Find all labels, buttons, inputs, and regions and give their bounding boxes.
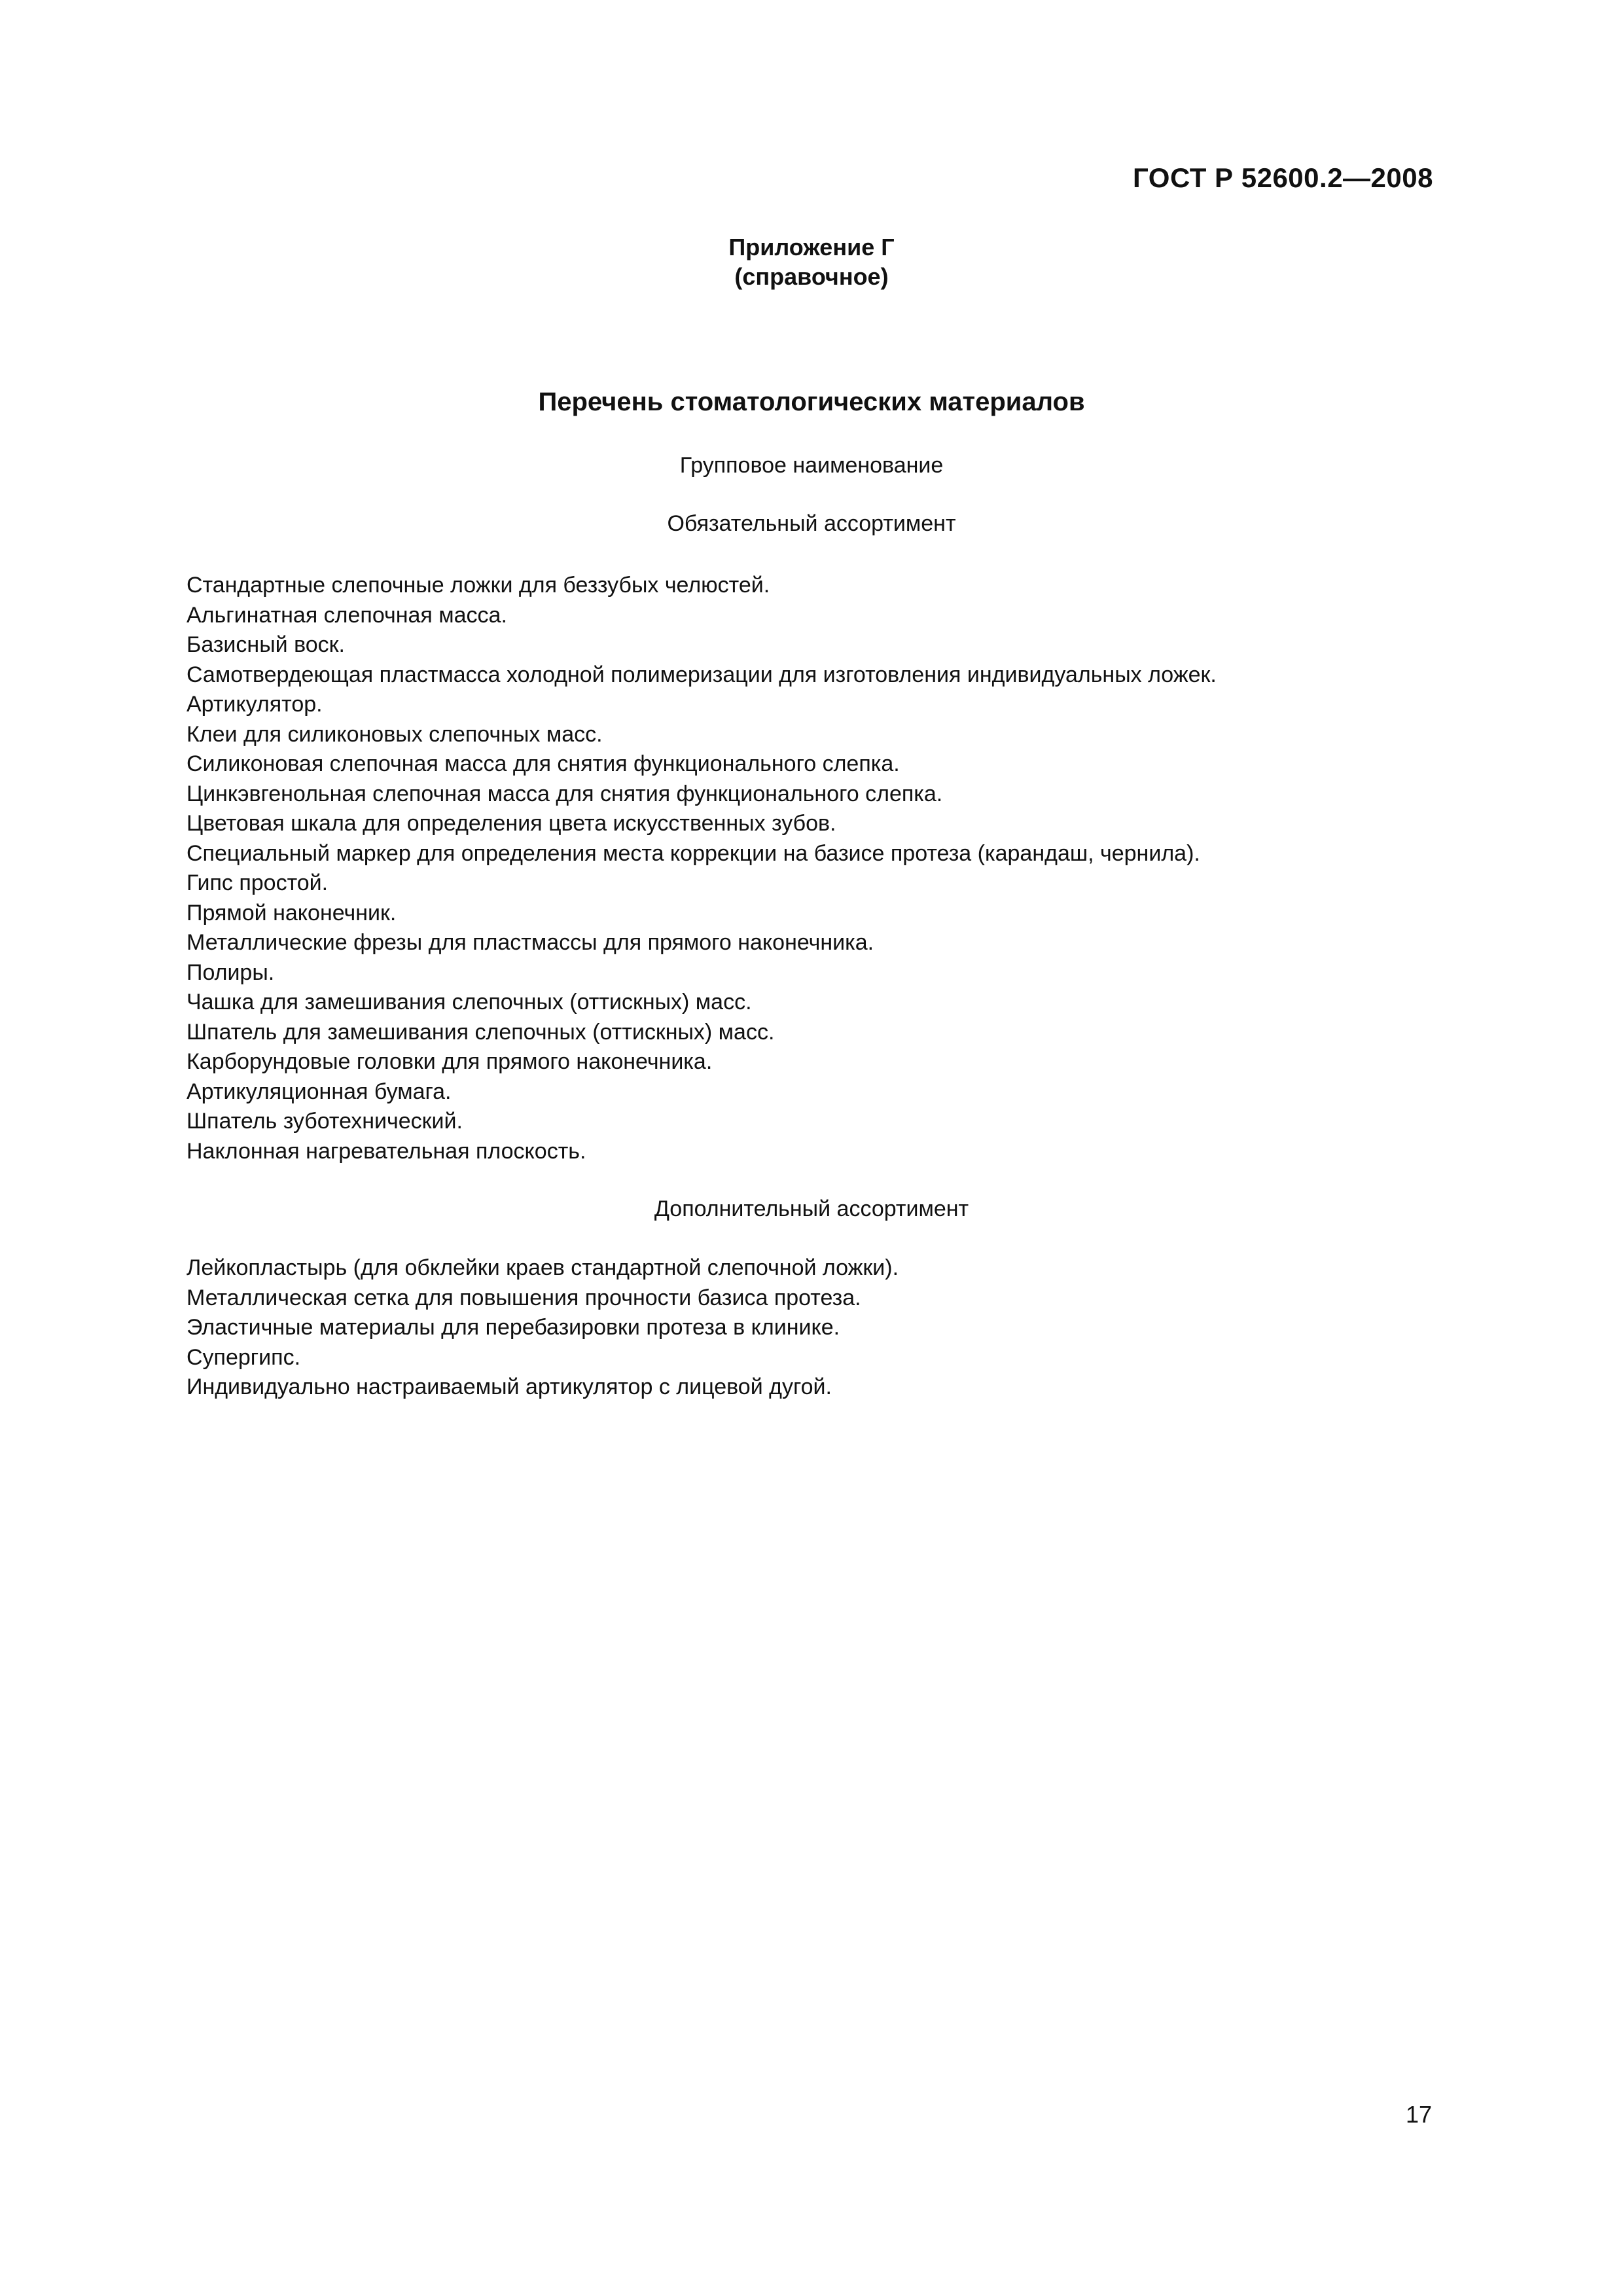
page-number: 17 — [1405, 2101, 1432, 2128]
list-item: Лейкопластырь (для обклейки краев стандартной слепочной ложки). — [187, 1255, 899, 1280]
list-item: Прямой наконечник. — [187, 900, 397, 925]
list-item: Шпатель для замешивания слепочных (оттискных) масс. — [187, 1019, 775, 1045]
list-item: Силиконовая слепочная масса для снятия функционального слепка. — [187, 751, 900, 776]
list-item: Супергипс. — [187, 1344, 301, 1370]
list-item: Базисный воск. — [187, 632, 345, 657]
list-item: Шпатель зуботехнический. — [187, 1109, 463, 1134]
list-item: Цветовая шкала для определения цвета искусственных зубов. — [187, 811, 836, 836]
group-name-caption: Групповое наименование — [679, 453, 944, 478]
list-item: Гипс простой. — [187, 870, 329, 895]
list-item: Артикуляционная бумага. — [187, 1079, 452, 1104]
list-item: Цинкэвгенольная слепочная масса для снятия функционального слепка. — [187, 781, 943, 806]
list-item: Металлическая сетка для повышения прочности базиса протеза. — [187, 1285, 861, 1310]
main-title: Перечень стоматологических материалов — [538, 387, 1085, 416]
list-item: Альгинатная слепочная масса. — [187, 602, 507, 628]
mandatory-section-heading: Обязательный ассортимент — [667, 511, 956, 536]
appendix-title: Приложение Г — [728, 234, 895, 260]
list-item: Полиры. — [187, 960, 275, 985]
list-item: Металлические фрезы для пластмассы для прямого наконечника. — [187, 930, 874, 955]
list-item: Наклонная нагревательная плоскость. — [187, 1138, 586, 1164]
list-item: Эластичные материалы для перебазировки протеза в клинике. — [187, 1315, 840, 1340]
list-item: Стандартные слепочные ложки для беззубых челюстей. — [187, 573, 770, 598]
list-item: Индивидуально настраиваемый артикулятор с лицевой дугой. — [187, 1374, 832, 1399]
list-item: Самотвердеющая пластмасса холодной полимеризации для изготовления индивидуальных ложек. — [187, 662, 1217, 687]
list-item: Клеи для силиконовых слепочных масс. — [187, 721, 603, 747]
list-item: Специальный маркер для определения места коррекции на базисе протеза (карандаш, чернила). — [187, 840, 1200, 866]
document-code: ГОСТ Р 52600.2—2008 — [1133, 162, 1433, 193]
mandatory-items-list — [187, 571, 1217, 1166]
additional-section-heading: Дополнительный ассортимент — [654, 1196, 969, 1221]
list-item: Артикулятор. — [187, 692, 323, 717]
list-item: Карборундовые головки для прямого наконечника. — [187, 1049, 713, 1074]
list-item: Чашка для замешивания слепочных (оттискных) масс. — [187, 990, 752, 1014]
additional-items-list — [187, 1253, 899, 1403]
appendix-type: (справочное) — [734, 263, 889, 290]
